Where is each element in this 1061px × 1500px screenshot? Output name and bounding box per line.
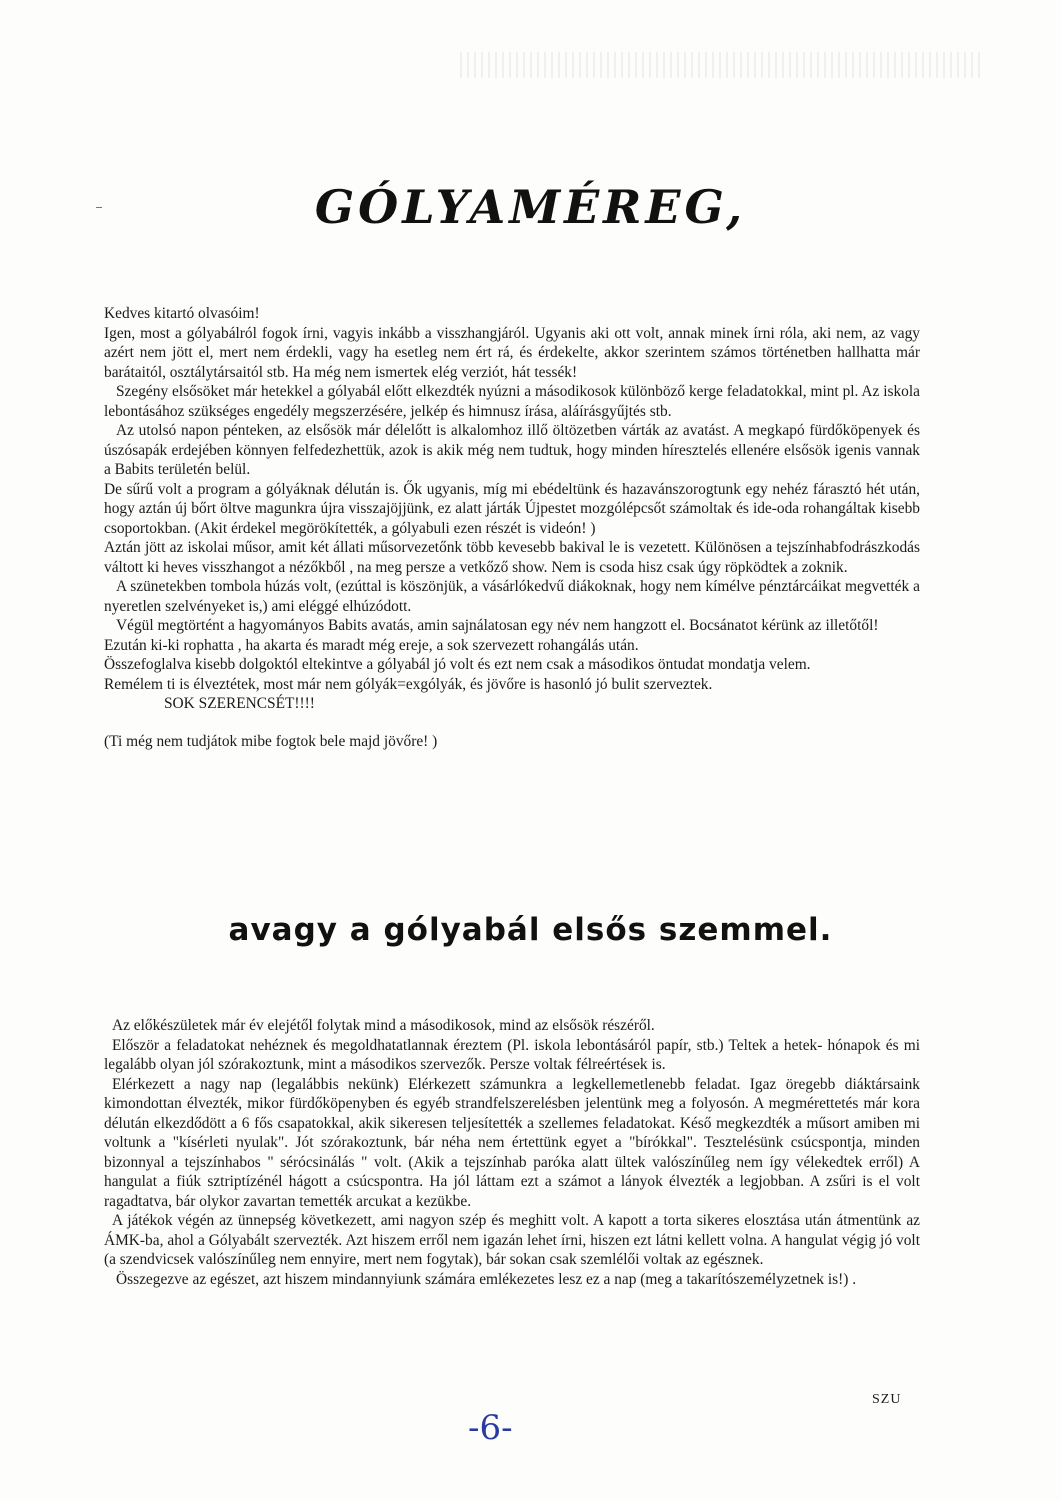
paragraph: Összegezve az egészet, azt hiszem mindannyiunk számára emlékezetes lesz ez a nap (meg a takarítószemélyzetnek is!) . [116, 1270, 857, 1288]
scan-artifact [460, 52, 980, 78]
paragraph: Az utolsó napon pénteken, az elsősök már délelőtt is alkalomhoz illő öltözetben várták az avatást. A megkapó fürdőköpenyek és úszósapák erdejében könnyen felfedezhettük, azok is akik még nem tudtuk, hogy minden híresztelés ellenére elsősök igenis vannak a Babits területén belül. [104, 422, 920, 478]
closing-note: (Ti még nem tudjátok mibe fogtok bele majd jövőre! ) [104, 732, 438, 750]
paragraph: Remélem ti is élveztétek, most már nem gólyák=exgólyák, és jövőre is hasonló jó bulit szerveztek. [104, 675, 713, 693]
paragraph: Először a feladatokat nehéznek és megoldhatatlannak éreztem (Pl. iskola lebontásáról papír, stb.) Teltek a hetek- hónapok és mi legalább olyan jól szórakoztunk, mint a másodikos szervezők. Persze voltak félreértések is. [104, 1036, 920, 1073]
paragraph: Szegény elsősöket már hetekkel a gólyabál előtt elkezdték nyúzni a másodikosok különböző kerge feladatokkal, mint pl. Az iskola lebontásához szükséges engedély megszerzésére, jelkép és himnusz írása, aláírásgyűjtés stb. [104, 383, 920, 420]
paragraph: Elérkezett a nagy nap (legalábbis nekünk) Elérkezett számunkra a legkellemetlenebb feladat. Igaz öregebb diáktársaink kimondottan élvezték, mikor fürdőköpenyben és egyéb strandfelszerelésben jelentünk meg a folyosón. A megmérettetés már kora délután elkezdődött a 6 fős csapatokkal, akik sikeresen teljesítették a szellemes feladatokat. Késő megkezdték a műsort amiben mi voltunk a "kísérleti nyulak". Jót szórakoztunk, bár néha nem értettünk egyet a "bírókkal". Tesztelésünk csúcspontja, minden bizonnyal a tejszínhabos " sérócsinálás " volt. (Akik a tejszínhab paróka alatt ültek valószínűleg nem így vélekedtek erről) A hangulat a fiúk sztriptízénél hágott a csúcspontra. Ha jól láttam ezt a számot a lányok élvezték a legjobban. A zsűri is el volt ragadtatva, bár olykor zavartan temették arcukat a kezükbe. [104, 1075, 920, 1210]
paragraph: De sűrű volt a program a gólyáknak délután is. Ők ugyanis, míg mi ebédeltünk és hazavánszorogtunk egy nehéz fárasztó hét után, hogy aztán új bőrt öltve magunkra újra visszajöjjünk, ez alatt járták Újpestet mozgólépcsőt számoltak és ide-oda rohangáltak kisebb csoportokban. (Akit érdekel megörökítették, a gólyabuli ezen részét is videón! ) [104, 480, 920, 537]
author-signature: SZU [872, 1392, 902, 1407]
page-number: -6- [468, 1408, 513, 1448]
paragraph: A játékok végén az ünnepség következett, ami nagyon szép és meghitt volt. A kapott a torta sikeres elosztása után átmentünk az ÁMK-ba, ahol a Gólyabált szervezték. Azt hiszem erről nem igazán lehet írni, hiszen ezt látni kellett volna. A hangulat végig jó volt (a szendvicsek valószínűleg nem ennyire, mert nem fogytak), bár sokan csak szemlélői voltak az egésznek. [104, 1212, 920, 1268]
article-second [104, 1016, 920, 1289]
paragraph: Az előkészületek már év elejétől folytak mind a másodikosok, mind az elsősök részéről. [112, 1017, 655, 1034]
section-subtitle: avagy a gólyabál elsős szemmel. [228, 912, 833, 948]
paragraph: Aztán jött az iskolai műsor, amit két állati műsorvezetőnk több kevesebb bakival le is vezetett. Különösen a tejszínhabfodrászkodás váltott ki heves visszhangot a nézőkből , na meg persze a vetkőző show. Nem is csoda hisz csak úgy röpködtek a zoknik. [104, 539, 920, 576]
paragraph: Összefoglalva kisebb dolgoktól eltekintve a gólyabál jó volt és ezt nem csak a másodikos öntudat mondatja velem. [104, 656, 811, 673]
paragraph: Ezután ki-ki rophatta , ha akarta és maradt még ereje, a sok szervezett rohangálás után. [104, 636, 639, 654]
paragraph: Igen, most a gólyabálról fogok írni, vagyis inkább a visszhangjáról. Ugyanis aki ott volt, annak minek írni róla, aki nem, az vagy azért nem jött el, mert nem érdekli, vagy ha esetleg nem ért rá, és érdekelte, akkor szerintem számos történetben hallhatta már barátaitól, osztálytársaitól stb. Ha még nem ismertek elég verziót, hát tessék! [104, 324, 920, 381]
article-first [104, 304, 920, 751]
paragraph: Végül megtörtént a hagyományos Babits avatás, amin sajnálatosan egy név nem hangzott el. Bocsánatot kérünk az illetőtől! [116, 617, 879, 634]
closing-wish: SOK SZERENCSÉT!!!! [164, 695, 315, 712]
page-title: GÓLYAMÉREG, [314, 180, 747, 234]
paragraph: A szünetekben tombola húzás volt, (ezúttal is köszönjük, a vásárlókedvű diákoknak, hogy nem kímélve pénztárcáikat megvették a nyeretlen szelvényeket is,) ami eléggé elhúzódott. [104, 578, 920, 615]
greeting: Kedves kitartó olvasóim! [104, 305, 260, 322]
